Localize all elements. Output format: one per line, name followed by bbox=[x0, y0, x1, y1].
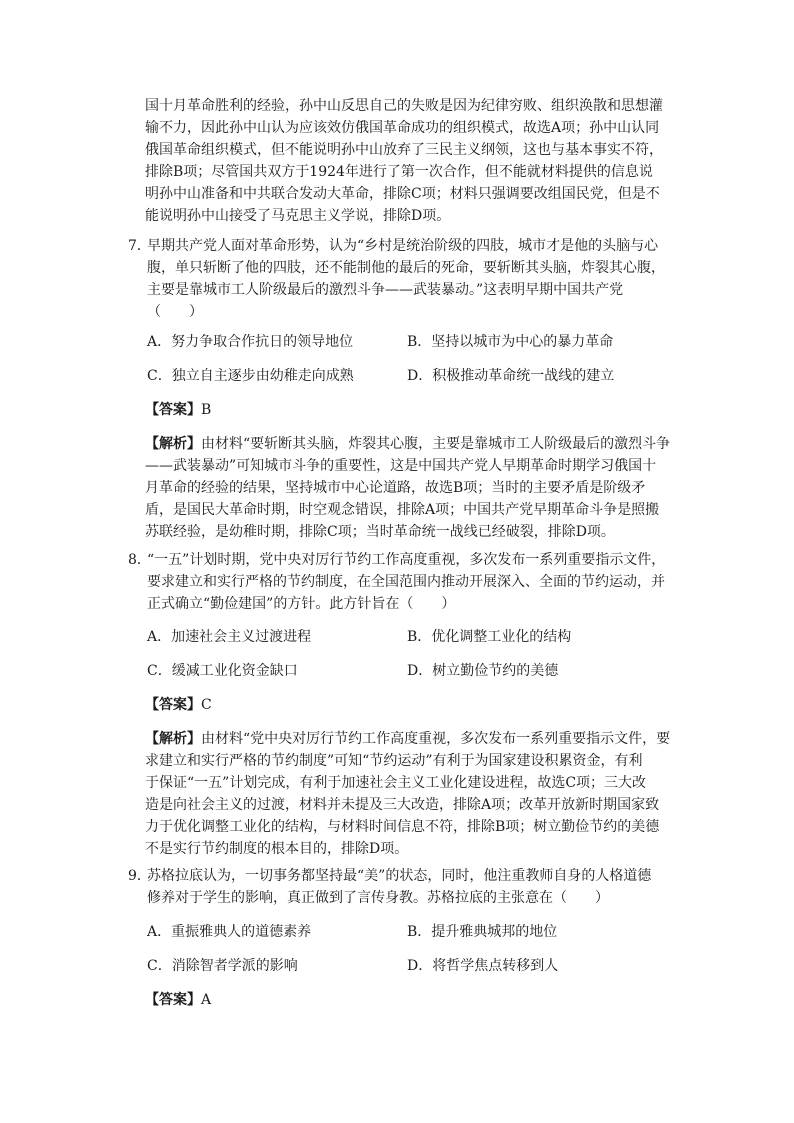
answer-value: B bbox=[201, 402, 212, 418]
question-number: 7． bbox=[128, 238, 151, 254]
prev-explanation-line: 俄国革命组织模式，但不能说明孙中山放弃了三民主义纲领，这也与基本事实不符， bbox=[145, 142, 663, 158]
question-number: 9． bbox=[128, 868, 151, 884]
question-stem-line: “一五”计划时期，党中央对厉行节约工作高度重视，多次发布一系列重要指示文件， bbox=[147, 552, 666, 568]
analysis-line: 造是向社会主义的过渡，材料并未提及三大改造，排除A项；改革开放新时期国家致 bbox=[145, 797, 660, 813]
question-stem-line: 早期共产党人面对革命形势，认为“乡村是统治阶级的四肢，城市才是他的头脑与心 bbox=[147, 238, 659, 254]
question-8-stem bbox=[128, 549, 688, 615]
prev-explanation-line: 能说明孙中山接受了马克思主义学说，排除D项。 bbox=[145, 208, 451, 224]
question-stem-line: 正式确立“勤俭建国”的方针。此方针旨在（ ） bbox=[147, 596, 456, 612]
analysis-line: 不是实行节约制度的根本目的，排除D项。 bbox=[145, 841, 409, 857]
question-stem-line: （ ） bbox=[147, 304, 203, 320]
answer-line bbox=[145, 989, 211, 1011]
option-d: D．树立勤俭节约的美德 bbox=[407, 663, 559, 679]
analysis-line: 由材料“党中央对厉行节约工作高度重视，多次发布一系列重要指示文件，要 bbox=[201, 731, 671, 747]
question-number: 8． bbox=[128, 552, 151, 568]
answer-value: C bbox=[201, 697, 212, 713]
analysis bbox=[145, 433, 680, 543]
analysis bbox=[145, 728, 680, 860]
answer-tag: 【答案】 bbox=[145, 697, 201, 713]
question-stem-line: 主要是靠城市工人阶级最后的激烈斗争——武装暴动。”这表明早期中国共产党 bbox=[147, 282, 624, 298]
option-b: B．坚持以城市为中心的暴力革命 bbox=[407, 334, 614, 350]
analysis-line: 力于优化调整工业化的结构，与材料时间信息不符，排除B项；树立勤俭节约的美德 bbox=[145, 819, 660, 835]
question-9-stem bbox=[128, 865, 688, 909]
question-stem-line: 要求建立和实行严格的节约制度，在全国范围内推动开展深入、全面的节约运动，并 bbox=[147, 574, 665, 590]
analysis-line: 由材料“要斩断其头脑，炸裂其心腹，主要是靠城市工人阶级最后的激烈斗争 bbox=[201, 436, 671, 452]
question-stem-line: 苏格拉底认为，一切事务都坚持最“美”的状态，同时，他注重教师自身的人格道德 bbox=[147, 868, 652, 884]
prev-explanation-line: 排除B项；尽管国共双方于1924年进行了第一次合作，但不能就材料提供的信息说 bbox=[145, 164, 653, 180]
option-a: A．重振雅典人的道德素养 bbox=[147, 924, 312, 940]
analysis-line: 苏联经验，是幼稚时期，排除C项；当时革命统一战线已经破裂，排除D项。 bbox=[145, 524, 615, 540]
prev-explanation-line: 输不力，因此孙中山认为应该效仿俄国革命成功的组织模式，故选A项；孙中山认同 bbox=[145, 120, 660, 136]
prev-explanation bbox=[145, 95, 680, 227]
answer-tag: 【答案】 bbox=[145, 402, 201, 418]
answer-line bbox=[145, 399, 211, 421]
option-d: D．积极推动革命统一战线的建立 bbox=[407, 368, 615, 384]
analysis-line: ——武装暴动”可知城市斗争的重要性，这是中国共产党人早期革命时期学习俄国十 bbox=[145, 458, 657, 474]
question-7-stem bbox=[128, 235, 688, 323]
answer-value: A bbox=[201, 992, 212, 1008]
analysis-line: 求建立和实行严格的节约制度”可知“节约运动”有利于为国家建设积累资金，有利 bbox=[145, 753, 643, 769]
question-stem-line: 腹，单只斩断了他的四肢，还不能制他的最后的死命，要斩断其头脑，炸裂其心腹， bbox=[147, 260, 665, 276]
answer-tag: 【答案】 bbox=[145, 992, 201, 1008]
option-c: C．独立自主逐步由幼稚走向成熟 bbox=[147, 368, 354, 384]
option-a: A．加速社会主义过渡进程 bbox=[147, 629, 312, 645]
analysis-tag: 【解析】 bbox=[145, 436, 201, 452]
analysis-line: 盾，是国民大革命时期，时空观念错误，排除A项；中国共产党早期革命斗争是照搬 bbox=[145, 502, 660, 518]
answer-line bbox=[145, 694, 212, 716]
option-d: D．将哲学焦点转移到人 bbox=[407, 958, 559, 974]
option-b: B．提升雅典城邦的地位 bbox=[407, 924, 558, 940]
prev-explanation-line: 国十月革命胜利的经验，孙中山反思自己的失败是因为纪律穷败、组织涣散和思想灌 bbox=[145, 98, 663, 114]
option-c: C．缓减工业化资金缺口 bbox=[147, 663, 298, 679]
question-stem-line: 修养对于学生的影响，真正做到了言传身教。苏格拉底的主张意在（ ） bbox=[147, 890, 609, 906]
analysis-tag: 【解析】 bbox=[145, 731, 201, 747]
option-c: C．消除智者学派的影响 bbox=[147, 958, 298, 974]
analysis-line: 月革命的经验的结果，坚持城市中心论道路，故选B项；当时的主要矛盾是阶级矛 bbox=[145, 480, 646, 496]
option-a: A．努力争取合作抗日的领导地位 bbox=[147, 334, 354, 350]
prev-explanation-line: 明孙中山准备和中共联合发动大革命，排除C项；材料只强调要改组国民党，但是不 bbox=[145, 186, 660, 202]
option-b: B．优化调整工业化的结构 bbox=[407, 629, 572, 645]
analysis-line: 于保证“一五”计划完成，有利于加速社会主义工业化建设进程，故选C项；三大改 bbox=[145, 775, 647, 791]
